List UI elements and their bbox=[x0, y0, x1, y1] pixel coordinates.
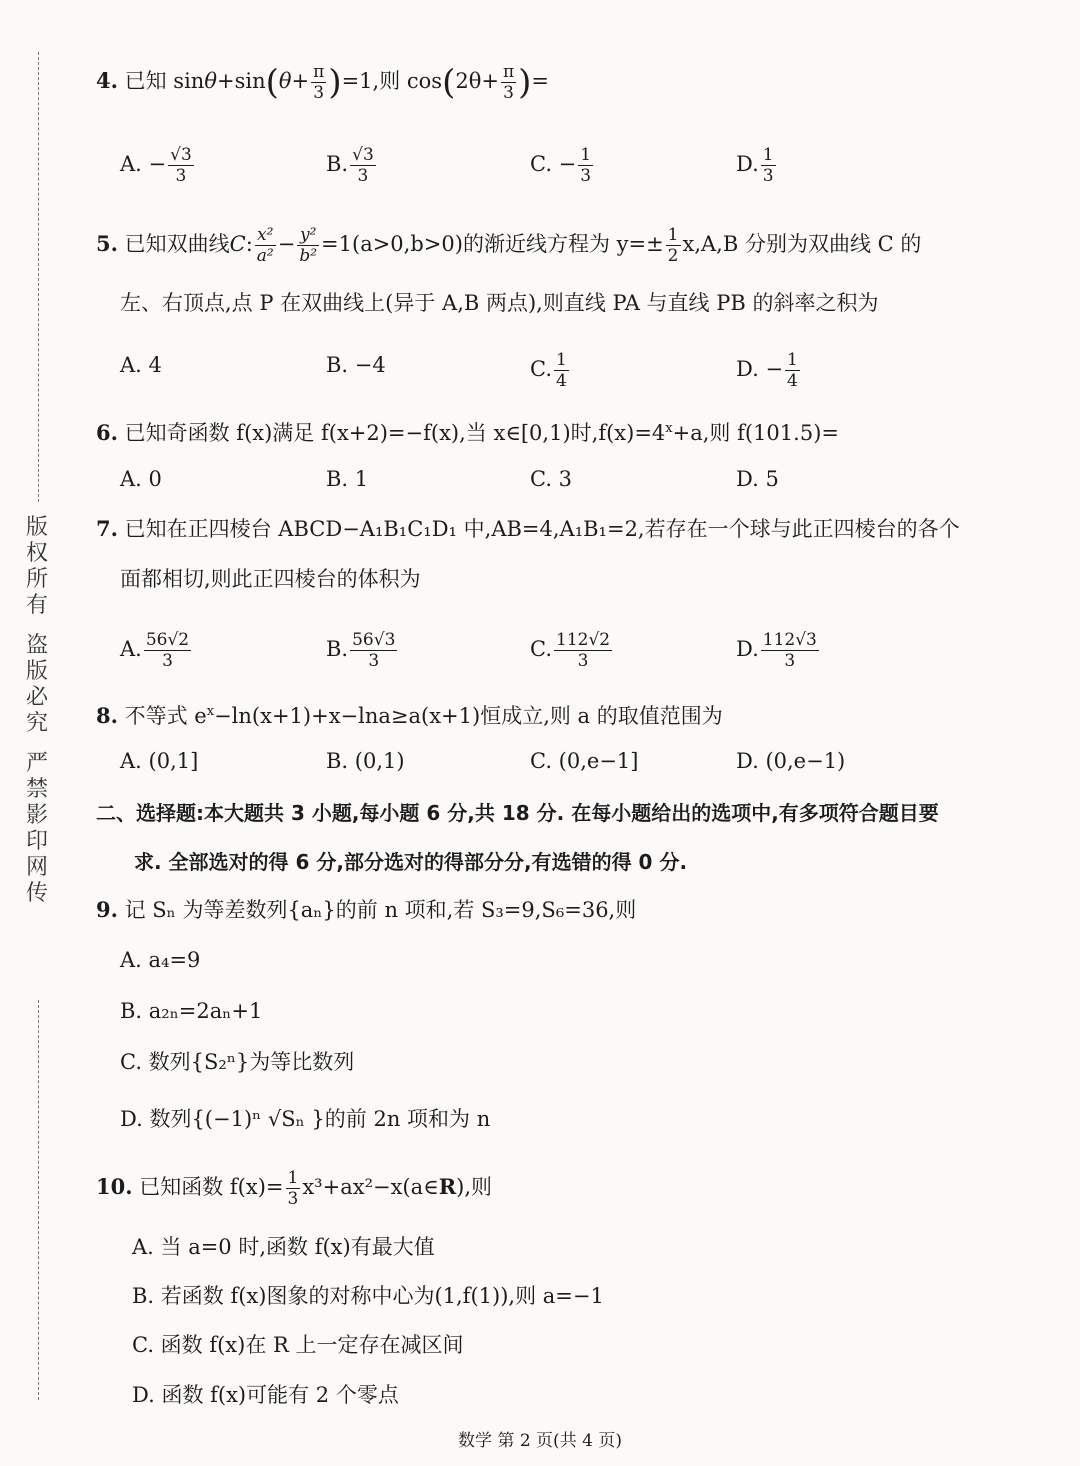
q8-option-a: A. (0,1] bbox=[120, 749, 199, 773]
q10-option-b: B. 若函数 f(x)图象的对称中心为(1,f(1)),则 a=−1 bbox=[132, 1284, 604, 1308]
q8-option-b: B. (0,1) bbox=[326, 749, 405, 773]
question-number: 6. bbox=[96, 420, 118, 445]
x2-over-a2: $\frac{\text{x²}}{\text{a²}}$ bbox=[256, 225, 274, 266]
one-third: $\frac{1}{3}$ bbox=[287, 1168, 299, 1209]
pi-over-3-b: $\frac{\pi}{3}$ bbox=[502, 62, 515, 103]
q8-text2: −ln(x+1)+x−lna≥a(x+1)恒成立,则 a 的取值范围为 bbox=[214, 704, 723, 728]
half: $\frac{1}{2}$ bbox=[667, 225, 679, 266]
q4-plus: +sin bbox=[216, 69, 266, 93]
q9-option-d: D. 数列{(−1)ⁿ √Sₙ }的前 2n 项和为 n bbox=[120, 1107, 491, 1131]
sidebar-char: 严 bbox=[25, 751, 48, 776]
q4-option-c: C. − $\frac{1}{3}$ bbox=[530, 145, 592, 186]
q8-text: 不等式 e bbox=[124, 704, 207, 728]
question-4: 4. 已知 sinθ+sin(θ+ $\frac{\pi}{3}$ )=1,则 cos(2θ+ $\frac{\pi}{3}$ )= bbox=[96, 62, 550, 103]
q7-option-b: B. $\frac{56√3}{3}$ bbox=[326, 630, 396, 671]
sidebar-char: 所 bbox=[25, 567, 48, 592]
q8-sup: x bbox=[206, 704, 215, 719]
q10-r: R bbox=[438, 1174, 457, 1199]
question-number: 7. bbox=[96, 516, 118, 541]
q4-eq: = bbox=[531, 69, 550, 93]
q6-sup: x bbox=[665, 421, 673, 436]
q5-c: C bbox=[229, 232, 246, 256]
sidebar-char: 究 bbox=[25, 711, 48, 736]
q5-option-d: D. − $\frac{1}{4}$ bbox=[736, 350, 798, 391]
q4-inner2: 2θ+ bbox=[455, 69, 499, 93]
question-number: 8. bbox=[96, 703, 118, 728]
sidebar-char: 禁 bbox=[25, 777, 48, 802]
pi-over-3: $\frac{\pi}{3}$ bbox=[313, 62, 325, 103]
q7-option-a: A. $\frac{56√2}{3}$ bbox=[120, 630, 190, 671]
q4-text-mid: =1,则 cos bbox=[341, 69, 443, 93]
q7-line1: 已知在正四棱台 ABCD−A₁B₁C₁D₁ 中,AB=4,A₁B₁=2,若存在一个球与此正四棱台的各个 bbox=[124, 517, 960, 541]
q6-option-d: D. 5 bbox=[736, 467, 779, 491]
q4-inner: θ+ bbox=[278, 69, 310, 93]
sidebar-char: 传 bbox=[25, 881, 48, 906]
sidebar-char: 盗 bbox=[25, 633, 48, 658]
binding-line-top bbox=[38, 52, 39, 502]
q4-option-b: B. $\frac{√3}{3}$ bbox=[326, 145, 374, 186]
q6-text2: +a,则 f(101.5)= bbox=[672, 421, 839, 445]
sidebar-char: 版 bbox=[25, 515, 48, 540]
q7-option-c: C. $\frac{112√2}{3}$ bbox=[530, 630, 611, 671]
copyright-sidebar bbox=[22, 515, 52, 907]
question-6 bbox=[96, 414, 839, 448]
question-number: 10. bbox=[96, 1174, 133, 1199]
binding-line-bottom bbox=[38, 1000, 39, 1400]
sidebar-char: 印 bbox=[25, 829, 48, 854]
q6-text: 已知奇函数 f(x)满足 f(x+2)=−f(x),当 x∈[0,1)时,f(x)=4 bbox=[124, 421, 666, 445]
q6-option-c: C. 3 bbox=[530, 467, 573, 491]
page-footer: 数学 第 2 页(共 4 页) bbox=[458, 1431, 622, 1451]
q8-option-c: C. (0,e−1] bbox=[530, 749, 639, 773]
q10-post: x³+ax²−x(a∈ bbox=[302, 1175, 439, 1199]
question-10 bbox=[96, 1168, 492, 1209]
q4-theta: θ bbox=[204, 69, 217, 93]
q9-option-a: A. a₄=9 bbox=[120, 948, 201, 972]
q4-option-d: D. $\frac{1}{3}$ bbox=[736, 145, 774, 186]
q5-post: x,A,B 分别为双曲线 C 的 bbox=[682, 232, 922, 256]
q7-option-d: D. $\frac{112√3}{3}$ bbox=[736, 630, 817, 671]
question-9 bbox=[96, 895, 636, 925]
q8-option-d: D. (0,e−1) bbox=[736, 749, 846, 773]
sidebar-char: 版 bbox=[25, 659, 48, 684]
q6-option-a: A. 0 bbox=[120, 467, 162, 491]
q5-option-b: B. −4 bbox=[326, 353, 386, 377]
q10-text: 已知函数 f(x)= bbox=[139, 1175, 284, 1199]
question-8 bbox=[96, 697, 723, 731]
q9-text: 记 Sₙ 为等差数列{aₙ}的前 n 项和,若 S₃=9,S₆=36,则 bbox=[124, 898, 637, 922]
q4-option-a: A. − $\frac{√3}{3}$ bbox=[120, 145, 192, 186]
q5-text: 已知双曲线 bbox=[124, 232, 230, 256]
section-2-heading-line2: 求. 全部选对的得 6 分,部分选对的得部分分,有选错的得 0 分. bbox=[134, 850, 688, 874]
sidebar-char: 必 bbox=[25, 685, 48, 710]
q10-option-a: A. 当 a=0 时,函数 f(x)有最大值 bbox=[132, 1235, 435, 1259]
q4-text: 已知 sin bbox=[124, 69, 205, 93]
sidebar-char: 网 bbox=[25, 855, 48, 880]
q5-option-c: C. $\frac{1}{4}$ bbox=[530, 350, 567, 391]
question-7 bbox=[96, 514, 960, 544]
question-number: 9. bbox=[96, 897, 118, 922]
sidebar-char: 有 bbox=[25, 593, 48, 618]
q9-option-b: B. a₂ₙ=2aₙ+1 bbox=[120, 999, 263, 1023]
q10-option-c: C. 函数 f(x)在 R 上一定存在减区间 bbox=[132, 1333, 464, 1357]
q10-post2: ),则 bbox=[456, 1175, 493, 1199]
q6-option-b: B. 1 bbox=[326, 467, 369, 491]
q9-option-c: C. 数列{S₂ⁿ}为等比数列 bbox=[120, 1050, 355, 1074]
question-number: 4. bbox=[96, 68, 118, 93]
sidebar-char: 影 bbox=[25, 803, 48, 828]
q5-line2: 左、右顶点,点 P 在双曲线上(异于 A,B 两点),则直线 PA 与直线 PB 的斜率之积为 bbox=[120, 291, 879, 315]
q7-line2: 面都相切,则此正四棱台的体积为 bbox=[120, 567, 421, 591]
question-5: 5. 已知双曲线C: $\frac{\text{x²}}{\text{a²}}$ − $\frac{\text{y²}}{\text{b²}}$ =1(a>0,b>0)的渐近线方程为 y=± $\frac{1}{2}$ x,A,B 分别为双曲线 C 的 bbox=[96, 225, 922, 266]
q5-colon: : bbox=[245, 232, 253, 256]
q5-option-a: A. 4 bbox=[120, 353, 162, 377]
section-2-heading: 二、选择题:本大题共 3 小题,每小题 6 分,共 18 分. 在每小题给出的选项中,有多项符合题目要 bbox=[96, 801, 939, 825]
sidebar-char: 权 bbox=[25, 541, 48, 566]
question-number: 5. bbox=[96, 231, 118, 256]
q10-option-d: D. 函数 f(x)可能有 2 个零点 bbox=[132, 1383, 399, 1407]
y2-over-b2: $\frac{\text{y²}}{\text{b²}}$ bbox=[299, 225, 318, 266]
q5-cond: =1(a>0,b>0)的渐近线方程为 y=± bbox=[321, 232, 664, 256]
